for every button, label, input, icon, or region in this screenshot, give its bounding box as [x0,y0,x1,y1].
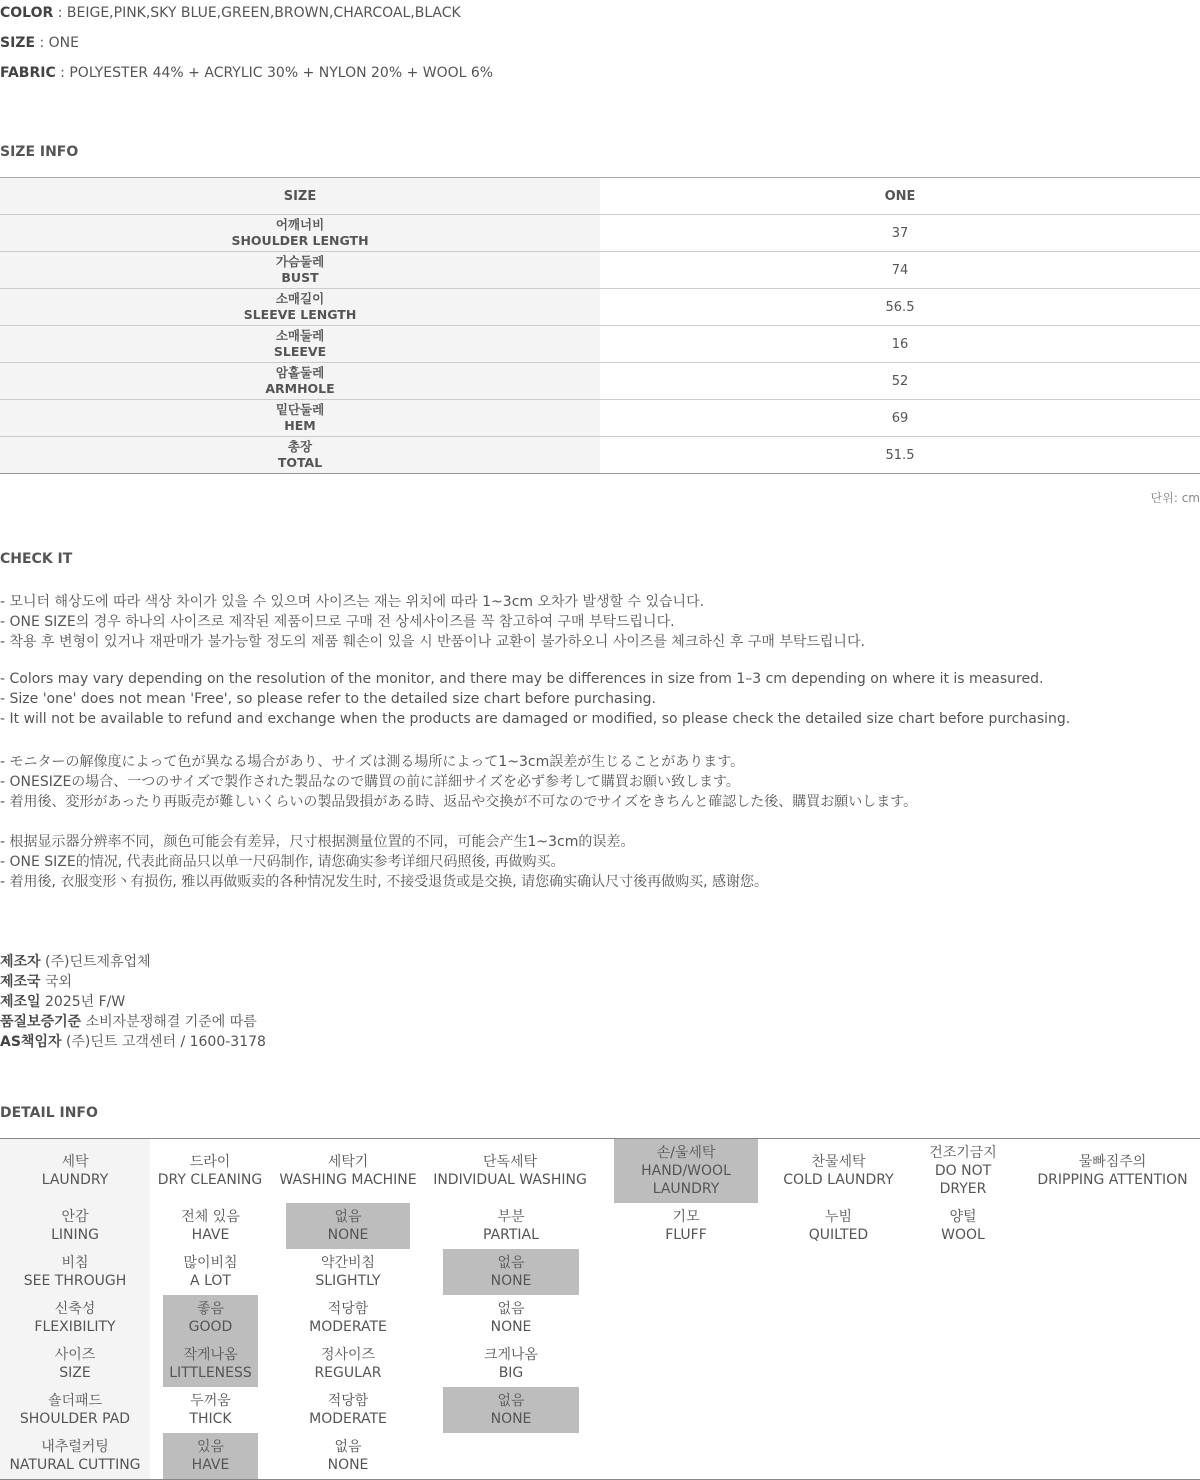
spec-size-value: : ONE [35,35,79,51]
detail-en: A LOT [190,1273,231,1289]
detail-en: COLD LAUNDRY [783,1172,894,1188]
detail-en: FLUFF [665,1227,707,1243]
check-it-line: - ONESIZEの場合、一つのサイズで製作された製品なので購買の前に詳細サイズを必ず参考して購買お願い致します。 [0,774,740,790]
detail-option [1030,1139,1195,1203]
detail-kr: 두꺼움 [190,1393,231,1409]
detail-en: LINING [51,1227,99,1243]
detail-kr: 손/울세탁 [656,1145,716,1161]
maker-label: 품질보증기준 [0,1014,82,1030]
detail-en: HAND/WOOL [641,1163,731,1179]
size-col-header: SIZE [0,178,600,215]
measurement-label-kr: 가슴둘레 [275,254,325,269]
detail-option [286,1249,410,1295]
detail-en: NONE [490,1411,532,1427]
detail-kr: 없음 [334,1209,362,1225]
maker-line [0,971,72,991]
measurement-value-text: 51.5 [885,448,915,463]
measurement-label-kr: 소매길이 [275,291,325,306]
detail-en: NONE [490,1319,532,1335]
detail-option [286,1387,410,1433]
measurement-value-text: 52 [891,374,909,389]
detail-option [776,1203,901,1249]
detail-option-selected [614,1139,758,1203]
maker-line [0,951,151,971]
detail-en: QUILTED [808,1227,869,1243]
detail-option [273,1139,423,1203]
detail-en: NONE [327,1457,369,1473]
measurement-value [600,437,1200,474]
size-row [0,326,1200,363]
detail-option [430,1139,590,1203]
detail-option [163,1203,258,1249]
measurement-value [600,215,1200,252]
detail-en: SHOULDER PAD [19,1411,131,1427]
size-info-heading: SIZE INFO [0,144,79,160]
detail-kr: 물빠짐주의 [1078,1154,1147,1170]
maker-value: 2025년 F/W [40,994,126,1010]
detail-kr: 내추럴커팅 [41,1439,109,1455]
detail-option-selected [443,1387,579,1433]
measurement-label-kr: 소매둘레 [275,328,325,343]
maker-value: 국외 [40,974,73,990]
detail-en: NATURAL CUTTING [9,1457,141,1473]
spec-size-label: SIZE [0,35,36,51]
detail-category [0,1139,150,1203]
detail-kr: 정사이즈 [320,1347,376,1363]
size-row [0,215,1200,252]
detail-option [614,1203,758,1249]
measurement-value-text: 16 [891,337,909,352]
measurement-value [600,400,1200,437]
detail-en: DO NOT DRYER [934,1163,992,1197]
detail-kr: 작게나옴 [183,1347,238,1363]
detail-option [776,1139,901,1203]
measurement-label [0,363,600,400]
detail-kr: 크게나옴 [483,1347,539,1363]
detail-en: MODERATE [309,1411,387,1427]
unit-note: 단위: cm [1150,491,1200,505]
detail-kr: 있음 [196,1439,225,1455]
detail-option [443,1341,579,1387]
detail-kr: 안감 [61,1209,89,1225]
detail-kr: 부분 [497,1209,525,1225]
maker-value: (주)딘트제휴업체 [40,954,151,970]
maker-value: (주)딘트 고객센터 / 1600-3178 [61,1034,266,1050]
maker-label: AS책임자 [0,1034,62,1050]
size-row [0,400,1200,437]
detail-kr: 없음 [497,1255,525,1271]
detail-kr: 약간비침 [320,1255,376,1271]
measurement-value [600,252,1200,289]
size-row [0,252,1200,289]
maker-line [0,1031,266,1051]
check-it-line: - It will not be available to refund and exchange when the products are damaged or modified, so please check the detailed size chart before purchasing. [0,711,1071,727]
detail-category [0,1341,150,1387]
detail-option [910,1139,1016,1203]
detail-kr: 없음 [497,1301,525,1317]
maker-value: 소비자분쟁해결 기준에 따름 [81,1014,257,1030]
detail-option [163,1387,258,1433]
measurement-value-text: 37 [891,226,909,241]
detail-en: MODERATE [309,1319,387,1335]
spec-fabric-label: FABRIC [0,65,56,81]
measurement-label-en: SLEEVE [273,344,327,359]
detail-option [443,1203,579,1249]
detail-category [0,1295,150,1341]
check-it-heading: CHECK IT [0,551,73,567]
detail-kr: 신축성 [54,1301,96,1317]
measurement-value-text: 74 [891,263,909,278]
detail-kr: 많이비침 [183,1255,238,1271]
detail-option [910,1203,1016,1249]
measurement-value-text: 56.5 [885,300,915,315]
detail-option-selected [163,1295,258,1341]
maker-label: 제조국 [0,974,41,990]
measurement-label [0,215,600,252]
measurement-label-kr: 밑단둘레 [275,402,325,417]
detail-en: PARTIAL [483,1227,539,1243]
detail-info-grid [0,1138,1200,1480]
check-it-line: - 根据显示器分辨率不同，颜色可能会有差异，尺寸根据测量位置的不同，可能会产生1~3cm的误差。 [0,834,635,850]
detail-en: INDIVIDUAL WASHING [433,1172,587,1188]
detail-kr: 기모 [672,1209,700,1225]
measurement-label [0,437,600,474]
measurement-value [600,326,1200,363]
detail-info-heading: DETAIL INFO [0,1105,98,1121]
detail-en: SEE THROUGH [23,1273,127,1289]
measurement-label [0,289,600,326]
check-it-line: - Colors may vary depending on the resolution of the monitor, and there may be differences in size from 1–3 cm depending on where it is measured. [0,671,1044,687]
check-it-line: - 착용 후 변형이 있거나 재판매가 불가능할 정도의 제품 훼손이 있을 시 반품이나 교환이 불가하오니 사이즈를 체크하신 후 구매 부탁드립니다. [0,634,865,650]
measurement-label-en: ARMHOLE [265,381,335,396]
detail-option-selected [443,1249,579,1295]
size-table [0,177,1200,474]
spec-fabric-value: : POLYESTER 44% + ACRYLIC 30% + NYLON 20% + WOOL 6% [55,65,494,81]
detail-en: BIG [498,1365,524,1381]
detail-kr: 찬물세탁 [811,1154,866,1170]
detail-en: DRY CLEANING [157,1172,263,1188]
measurement-label [0,326,600,363]
detail-option-selected [163,1341,258,1387]
measurement-label-kr: 암홀둘레 [275,365,325,380]
size-row [0,437,1200,474]
measurement-label-en: BUST [281,270,319,285]
detail-option [286,1295,410,1341]
detail-category [0,1433,150,1479]
detail-kr: 사이즈 [54,1347,96,1363]
detail-kr: 세탁 [61,1154,89,1170]
maker-line [0,991,125,1011]
detail-kr: 세탁기 [327,1154,369,1170]
detail-kr: 전체 있음 [181,1209,240,1225]
detail-en: WOOL [941,1227,985,1243]
detail-kr: 적당함 [327,1301,369,1317]
measurement-label-en: SHOULDER LENGTH [231,233,369,248]
detail-en: LITTLENESS [169,1365,252,1381]
detail-category [0,1203,150,1249]
detail-option [150,1139,270,1203]
detail-category [0,1387,150,1433]
measurement-value-text: 69 [891,411,909,426]
maker-label: 제조자 [0,954,41,970]
size-row [0,289,1200,326]
detail-en: HAVE [191,1227,230,1243]
spec-fabric [0,65,493,81]
measurement-label-kr: 총장 [287,439,313,454]
detail-option [286,1341,410,1387]
spec-color-value: : BEIGE,PINK,SKY BLUE,GREEN,BROWN,CHARCOAL,BLACK [53,5,461,21]
detail-option [163,1249,258,1295]
spec-color-label: COLOR [0,5,54,21]
measurement-label [0,252,600,289]
maker-label: 제조일 [0,994,41,1010]
detail-en: SIZE [59,1365,91,1381]
check-it-line: - ONE SIZE의 경우 하나의 사이즈로 제작된 제품이므로 구매 전 상세사이즈를 꼭 참고하여 구매 부탁드립니다. [0,614,675,630]
detail-en: DRIPPING ATTENTION [1037,1172,1188,1188]
measurement-value [600,363,1200,400]
detail-en: HAVE [191,1457,230,1473]
detail-kr: 비침 [61,1255,89,1271]
spec-color [0,5,461,21]
detail-option-selected [286,1203,410,1249]
measurement-label-kr: 어깨너비 [275,217,325,232]
detail-en: THICK [189,1411,232,1427]
check-it-line: - Size 'one' does not mean 'Free', so please refer to the detailed size chart before purchasing. [0,691,656,707]
detail-kr: 좋음 [196,1301,225,1317]
detail-option [443,1295,579,1341]
detail-kr: 누빔 [824,1209,853,1225]
detail-kr: 양털 [949,1209,977,1225]
size-row [0,363,1200,400]
measurement-label [0,400,600,437]
detail-en: NONE [327,1227,369,1243]
measurement-label-en: SLEEVE LENGTH [243,307,357,322]
detail-kr: 적당함 [327,1393,369,1409]
check-it-line: - 모니터 해상도에 따라 색상 차이가 있을 수 있으며 사이즈는 재는 위치에 따라 1~3cm 오차가 발생할 수 있습니다. [0,594,705,610]
detail-en: REGULAR [314,1365,382,1381]
measurement-label-en: HEM [284,418,316,433]
check-it-line: - 着用後, 衣服变形丶有损伤, 雅以再做贩卖的各种情况发生时, 不接受退货或是交换, 请您确实确认尺寸後再做购买, 感谢您。 [0,874,769,890]
check-it-line: - モニターの解像度によって色が異なる場合があり、サイズは測る場所によって1~3cm誤差が生じることがあります。 [0,754,745,770]
detail-en: WASHING MACHINE [279,1172,417,1188]
detail-en2: LAUNDRY [652,1181,720,1197]
detail-kr: 숄더패드 [47,1393,103,1409]
detail-en: LAUNDRY [41,1172,109,1188]
detail-kr: 단독세탁 [482,1154,538,1170]
detail-kr: 없음 [497,1393,525,1409]
size-table-header [0,178,1200,215]
detail-kr: 건조기금지 [929,1145,997,1161]
spec-size [0,35,79,51]
detail-en: SLIGHTLY [315,1273,381,1289]
measurement-value [600,289,1200,326]
check-it-line: - 着用後、変形があったり再販売が難しいくらいの製品毀損がある時、返品や交換が不可なのでサイズをきちんと確認した後、購買お願いします。 [0,794,918,810]
detail-kr: 없음 [334,1439,362,1455]
detail-en: FLEXIBILITY [34,1319,116,1335]
detail-en: GOOD [188,1319,233,1335]
one-col-header: ONE [600,178,1200,215]
measurement-label-en: TOTAL [277,455,323,470]
detail-option-selected [163,1433,258,1479]
maker-line [0,1011,257,1031]
check-it-line: - ONE SIZE的情况, 代表此商品只以单一尺码制作, 请您确实参考详细尺码照後, 再做购买。 [0,854,565,870]
detail-en: NONE [490,1273,532,1289]
detail-kr: 드라이 [189,1154,231,1170]
detail-option [286,1433,410,1479]
detail-category [0,1249,150,1295]
